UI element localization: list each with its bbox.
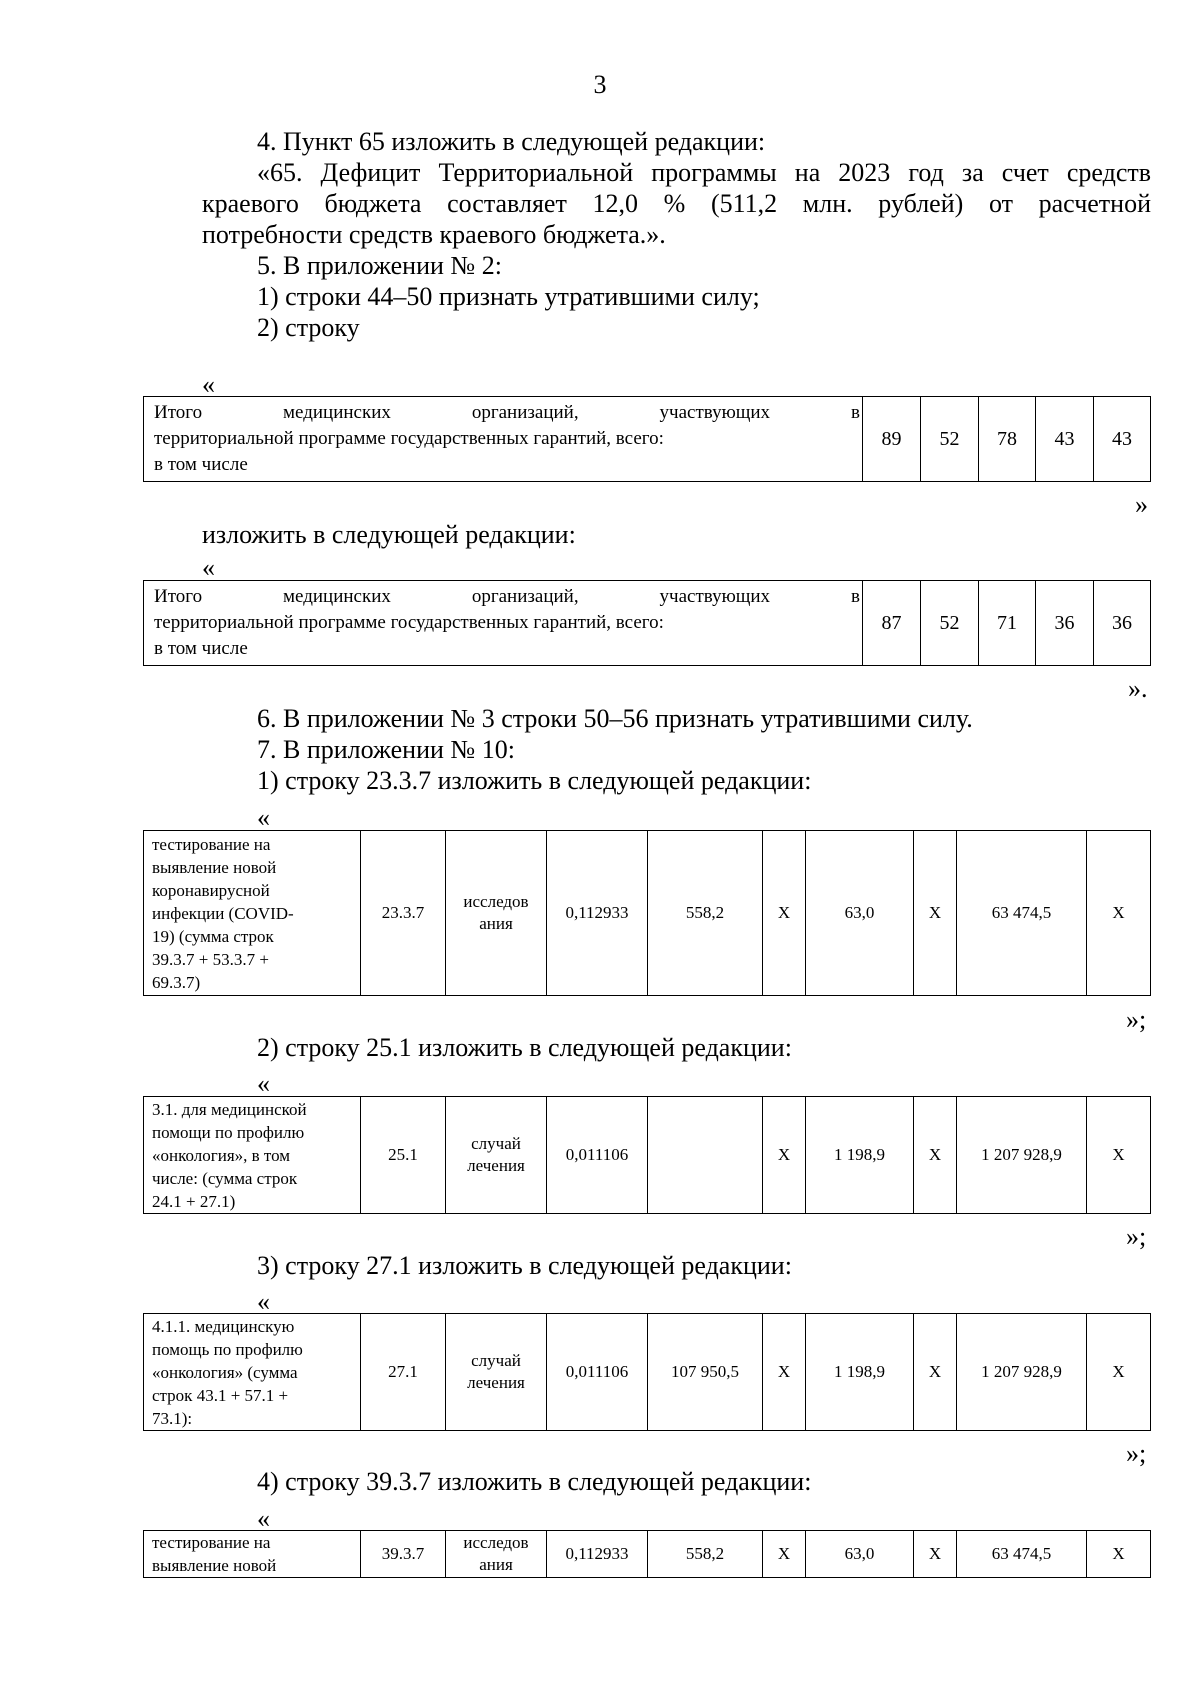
- table-row-39-3-7: [143, 1530, 1151, 1578]
- table-cell-code: 25.1: [361, 1097, 446, 1214]
- table-cell: 36: [1094, 581, 1151, 666]
- paragraph-5-item-1: 1) строки 44–50 признать утратившими силу;: [257, 282, 760, 311]
- table-cell: 63 474,5: [957, 1531, 1087, 1578]
- table-cell: Х: [914, 831, 957, 996]
- table-row-label: Итого медицинских организаций, участвующих в территориальной программе государственных гарантий, всего: в том числе: [144, 397, 863, 482]
- table-cell: 63,0: [806, 831, 914, 996]
- open-quote: «: [257, 1504, 270, 1533]
- restate-label: изложить в следующей редакции:: [202, 520, 576, 549]
- table-cell: 36: [1036, 581, 1094, 666]
- table-cell: 63,0: [806, 1531, 914, 1578]
- paragraph-7-item-2: 2) строку 25.1 изложить в следующей редакции:: [257, 1033, 792, 1062]
- table-cell: Х: [1087, 1097, 1151, 1214]
- table-cell: 1 198,9: [806, 1097, 914, 1214]
- table-cell: 107 950,5: [648, 1314, 763, 1431]
- table-cell: 87: [863, 581, 921, 666]
- table-cell: 558,2: [648, 1531, 763, 1578]
- table-cell: Х: [763, 1314, 806, 1431]
- paragraph-65-line-3: потребности средств краевого бюджета.».: [202, 220, 666, 249]
- open-quote: «: [257, 1287, 270, 1316]
- paragraph-7: 7. В приложении № 10:: [257, 735, 515, 764]
- table-cell: 89: [863, 397, 921, 482]
- table-cell-unit: случай лечения: [446, 1097, 547, 1214]
- table-cell: 52: [921, 581, 979, 666]
- table-new-totals: [143, 580, 1151, 666]
- table-cell: Х: [763, 1531, 806, 1578]
- paragraph-6: 6. В приложении № 3 строки 50–56 признать утратившими силу.: [257, 704, 973, 733]
- table-cell: 0,011106: [547, 1314, 648, 1431]
- table-row-label: тестирование на выявление новой: [144, 1531, 361, 1578]
- table-cell: 71: [979, 581, 1036, 666]
- table-old-totals: [143, 396, 1151, 482]
- paragraph-65-line-2: краевого бюджета составляет 12,0 % (511,2 млн. рублей) от расчетной: [202, 189, 1151, 218]
- table-cell: 1 207 928,9: [957, 1097, 1087, 1214]
- table-cell: 0,112933: [547, 831, 648, 996]
- table-row-label: тестирование на выявление новой коронавирусной инфекции (COVID- 19) (сумма строк 39.3.7 + 53.3.7 + 69.3.7): [144, 831, 361, 996]
- paragraph-4: 4. Пункт 65 изложить в следующей редакции:: [257, 127, 766, 156]
- table-cell-code: 23.3.7: [361, 831, 446, 996]
- table-cell: 558,2: [648, 831, 763, 996]
- table-cell: Х: [914, 1097, 957, 1214]
- paragraph-5: 5. В приложении № 2:: [257, 251, 502, 280]
- open-quote: «: [257, 803, 270, 832]
- close-quote: ».: [1128, 674, 1148, 703]
- paragraph-5-item-2: 2) строку: [257, 313, 360, 342]
- table-cell: 78: [979, 397, 1036, 482]
- table-cell: Х: [763, 831, 806, 996]
- open-quote: «: [202, 370, 215, 399]
- table-cell-code: 27.1: [361, 1314, 446, 1431]
- open-quote: «: [202, 553, 215, 582]
- table-cell: 52: [921, 397, 979, 482]
- table-row-label: 4.1.1. медицинскую помощь по профилю «онкология» (сумма строк 43.1 + 57.1 + 73.1):: [144, 1314, 361, 1431]
- paragraph-65-line-1: «65. Дефицит Территориальной программы на 2023 год за счет средств: [257, 158, 1151, 187]
- table-cell: Х: [763, 1097, 806, 1214]
- table-cell: Х: [914, 1314, 957, 1431]
- table-cell: Х: [1087, 1531, 1151, 1578]
- page-number: 3: [593, 70, 607, 99]
- table-cell: Х: [1087, 831, 1151, 996]
- table-cell: 43: [1094, 397, 1151, 482]
- close-quote: »;: [1126, 1222, 1147, 1251]
- table-cell: 63 474,5: [957, 831, 1087, 996]
- table-cell: [648, 1097, 763, 1214]
- table-cell-unit: исследов ания: [446, 1531, 547, 1578]
- open-quote: «: [257, 1069, 270, 1098]
- table-cell: 0,112933: [547, 1531, 648, 1578]
- table-cell: 1 198,9: [806, 1314, 914, 1431]
- table-cell: 43: [1036, 397, 1094, 482]
- table-cell: Х: [1087, 1314, 1151, 1431]
- table-row-23-3-7: [143, 830, 1151, 996]
- close-quote: »;: [1126, 1005, 1147, 1034]
- table-row-label: Итого медицинских организаций, участвующих в территориальной программе государственных гарантий, всего: в том числе: [144, 581, 863, 666]
- paragraph-7-item-4: 4) строку 39.3.7 изложить в следующей редакции:: [257, 1467, 812, 1496]
- table-cell-code: 39.3.7: [361, 1531, 446, 1578]
- table-cell: 1 207 928,9: [957, 1314, 1087, 1431]
- table-row-27-1: [143, 1313, 1151, 1431]
- table-cell: Х: [914, 1531, 957, 1578]
- table-row-label: 3.1. для медицинской помощи по профилю «онкология», в том числе: (сумма строк 24.1 + 27.1): [144, 1097, 361, 1214]
- close-quote: »: [1135, 490, 1148, 519]
- paragraph-7-item-1: 1) строку 23.3.7 изложить в следующей редакции:: [257, 766, 812, 795]
- table-row-25-1: [143, 1096, 1151, 1214]
- table-cell: 0,011106: [547, 1097, 648, 1214]
- table-cell-unit: исследов ания: [446, 831, 547, 996]
- paragraph-7-item-3: 3) строку 27.1 изложить в следующей редакции:: [257, 1251, 792, 1280]
- table-cell-unit: случай лечения: [446, 1314, 547, 1431]
- close-quote: »;: [1126, 1439, 1147, 1468]
